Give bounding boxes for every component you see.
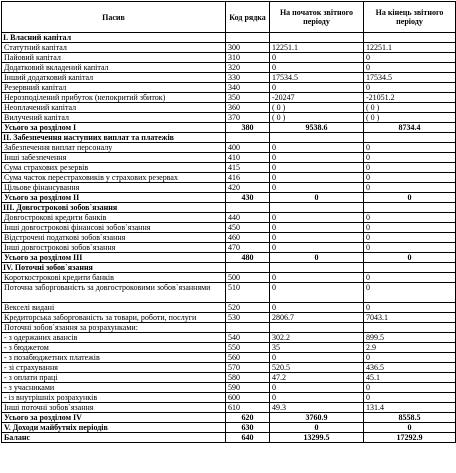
row-code-cell	[226, 133, 270, 143]
table-row	[2, 43, 456, 53]
row-end-value-cell: 131.4	[364, 403, 456, 413]
total-row	[2, 433, 456, 443]
row-name-cell: I. Власний капітал	[2, 33, 226, 43]
row-end-value-cell: 2.9	[364, 343, 456, 353]
row-name-cell: Неоплачений капітал	[2, 103, 226, 113]
table-row	[2, 103, 456, 113]
table-row	[2, 113, 456, 123]
row-end-value-cell	[364, 203, 456, 213]
row-end-value-cell: 0	[364, 193, 456, 203]
table-body	[2, 2, 456, 443]
row-name-cell: Відстрочені податкові зобов`язання	[2, 233, 226, 243]
row-start-value-cell: 0	[270, 383, 364, 393]
row-name-cell: Резервний капітал	[2, 83, 226, 93]
row-end-value-cell: ( 0 )	[364, 103, 456, 113]
table-row	[2, 323, 456, 333]
row-name-cell: - з одержаних авансів	[2, 333, 226, 343]
row-code-cell: 450	[226, 223, 270, 233]
row-end-value-cell: 45.1	[364, 373, 456, 383]
row-end-value-cell: 7043.1	[364, 313, 456, 323]
row-start-value-cell: ( 0 )	[270, 103, 364, 113]
row-code-cell: 540	[226, 333, 270, 343]
column-header-period-end: На кінець звітного періоду	[364, 2, 456, 33]
table-row	[2, 73, 456, 83]
column-header-code: Код рядка	[226, 2, 270, 33]
table-row	[2, 333, 456, 343]
row-start-value-cell: 0	[270, 153, 364, 163]
row-code-cell: 410	[226, 153, 270, 163]
row-code-cell: 470	[226, 243, 270, 253]
row-end-value-cell: 0	[364, 283, 456, 303]
row-name-cell: Інші довгострокові фінансові зобов`язання	[2, 223, 226, 233]
table-row	[2, 353, 456, 363]
row-start-value-cell: 0	[270, 423, 364, 433]
row-end-value-cell: 0	[364, 353, 456, 363]
row-start-value-cell: 0	[270, 83, 364, 93]
row-start-value-cell	[270, 33, 364, 43]
row-start-value-cell: 0	[270, 243, 364, 253]
row-name-cell: Сума страхових резервів	[2, 163, 226, 173]
row-start-value-cell: 0	[270, 173, 364, 183]
row-end-value-cell: 17292.9	[364, 433, 456, 443]
row-code-cell: 570	[226, 363, 270, 373]
table-row	[2, 53, 456, 63]
row-end-value-cell: ( 0 )	[364, 113, 456, 123]
row-name-cell: Короткострокові кредити банків	[2, 273, 226, 283]
row-end-value-cell: 0	[364, 233, 456, 243]
row-code-cell: 330	[226, 73, 270, 83]
table-row	[2, 313, 456, 323]
row-code-cell: 620	[226, 413, 270, 423]
row-code-cell: 400	[226, 143, 270, 153]
row-end-value-cell: 0	[364, 163, 456, 173]
row-end-value-cell: 8734.4	[364, 123, 456, 133]
row-end-value-cell: 0	[364, 273, 456, 283]
row-name-cell: - з бюджетом	[2, 343, 226, 353]
row-code-cell: 415	[226, 163, 270, 173]
row-end-value-cell: -21051.2	[364, 93, 456, 103]
row-name-cell: Інший додатковий капітал	[2, 73, 226, 83]
row-code-cell: 350	[226, 93, 270, 103]
row-name-cell: Додатковий вкладений капітал	[2, 63, 226, 73]
table-row	[2, 283, 456, 303]
row-code-cell	[226, 263, 270, 273]
row-end-value-cell: 0	[364, 383, 456, 393]
row-start-value-cell: 0	[270, 213, 364, 223]
total-row	[2, 413, 456, 423]
row-code-cell: 520	[226, 303, 270, 313]
row-name-cell: Усього за розділом IV	[2, 413, 226, 423]
row-code-cell: 630	[226, 423, 270, 433]
table-row	[2, 63, 456, 73]
row-end-value-cell: 8558.5	[364, 413, 456, 423]
row-code-cell: 340	[226, 83, 270, 93]
row-code-cell: 550	[226, 343, 270, 353]
row-end-value-cell: 0	[364, 143, 456, 153]
row-name-cell: Усього за розділом II	[2, 193, 226, 203]
table-row	[2, 183, 456, 193]
row-start-value-cell: 0	[270, 63, 364, 73]
row-name-cell: Кредиторська заборгованість за товари, роботи, послуги	[2, 313, 226, 323]
row-start-value-cell: 0	[270, 193, 364, 203]
row-start-value-cell	[270, 263, 364, 273]
row-code-cell: 416	[226, 173, 270, 183]
column-header-name: Пасив	[2, 2, 226, 33]
table-row	[2, 363, 456, 373]
row-start-value-cell: 0	[270, 253, 364, 263]
table-row	[2, 403, 456, 413]
row-start-value-cell: 49.3	[270, 403, 364, 413]
row-start-value-cell: 12251.1	[270, 43, 364, 53]
row-name-cell: - з учасниками	[2, 383, 226, 393]
row-end-value-cell: 0	[364, 213, 456, 223]
row-start-value-cell	[270, 133, 364, 143]
row-end-value-cell: 0	[364, 63, 456, 73]
row-name-cell: Цільове фінансування	[2, 183, 226, 193]
row-name-cell: IV. Поточні зобов`язання	[2, 263, 226, 273]
row-start-value-cell: 9538.6	[270, 123, 364, 133]
section-row	[2, 203, 456, 213]
row-start-value-cell: ( 0 )	[270, 113, 364, 123]
row-code-cell: 380	[226, 123, 270, 133]
table-row	[2, 233, 456, 243]
row-code-cell: 610	[226, 403, 270, 413]
row-start-value-cell	[270, 323, 364, 333]
row-end-value-cell: 0	[364, 183, 456, 193]
row-name-cell: Усього за розділом III	[2, 253, 226, 263]
row-start-value-cell: 0	[270, 223, 364, 233]
row-end-value-cell: 899.5	[364, 333, 456, 343]
row-code-cell: 560	[226, 353, 270, 363]
table-row	[2, 343, 456, 353]
row-start-value-cell: 0	[270, 393, 364, 403]
row-end-value-cell: 0	[364, 243, 456, 253]
table-row	[2, 153, 456, 163]
row-name-cell: Нерозподілений прибуток (непокритий збиток)	[2, 93, 226, 103]
row-start-value-cell: 0	[270, 183, 364, 193]
table-row	[2, 373, 456, 383]
row-end-value-cell: 0	[364, 393, 456, 403]
row-code-cell: 320	[226, 63, 270, 73]
row-end-value-cell: 0	[364, 303, 456, 313]
row-start-value-cell: 0	[270, 233, 364, 243]
row-end-value-cell	[364, 33, 456, 43]
row-name-cell: - із внутрішніх розрахунків	[2, 393, 226, 403]
row-code-cell: 430	[226, 193, 270, 203]
row-end-value-cell: 0	[364, 223, 456, 233]
total-row	[2, 423, 456, 433]
row-end-value-cell: 0	[364, 173, 456, 183]
row-start-value-cell: 0	[270, 143, 364, 153]
row-end-value-cell: 17534.5	[364, 73, 456, 83]
row-start-value-cell: 2806.7	[270, 313, 364, 323]
row-start-value-cell: 3760.9	[270, 413, 364, 423]
table-row	[2, 243, 456, 253]
balance-liabilities-sheet	[1, 1, 455, 471]
header-row	[2, 2, 456, 33]
row-end-value-cell: 0	[364, 153, 456, 163]
row-start-value-cell: 35	[270, 343, 364, 353]
row-code-cell	[226, 33, 270, 43]
section-row	[2, 263, 456, 273]
total-row	[2, 193, 456, 203]
row-start-value-cell: -20247	[270, 93, 364, 103]
row-name-cell: Статутний капітал	[2, 43, 226, 53]
row-end-value-cell	[364, 323, 456, 333]
table-row	[2, 93, 456, 103]
row-name-cell: III. Довгострокові зобов`язання	[2, 203, 226, 213]
table-row	[2, 213, 456, 223]
row-end-value-cell: 436.5	[364, 363, 456, 373]
row-start-value-cell: 0	[270, 353, 364, 363]
row-name-cell: Поточна заборгованість за довгостроковими зобов`язаннями	[2, 283, 226, 303]
row-name-cell: Довгострокові кредити банків	[2, 213, 226, 223]
section-row	[2, 33, 456, 43]
row-end-value-cell	[364, 133, 456, 143]
table-row	[2, 173, 456, 183]
row-code-cell	[226, 323, 270, 333]
row-code-cell: 440	[226, 213, 270, 223]
row-start-value-cell: 0	[270, 163, 364, 173]
row-name-cell: Забезпечення виплат персоналу	[2, 143, 226, 153]
row-start-value-cell: 0	[270, 283, 364, 303]
table-row	[2, 383, 456, 393]
row-code-cell: 500	[226, 273, 270, 283]
row-name-cell: Сума часток перестраховиків у страхових резервах	[2, 173, 226, 183]
row-start-value-cell: 0	[270, 53, 364, 63]
row-code-cell: 600	[226, 393, 270, 403]
row-code-cell: 300	[226, 43, 270, 53]
row-code-cell: 460	[226, 233, 270, 243]
row-name-cell: Пайовий капітал	[2, 53, 226, 63]
table-row	[2, 83, 456, 93]
row-code-cell	[226, 203, 270, 213]
row-end-value-cell: 0	[364, 53, 456, 63]
liabilities-table	[1, 1, 456, 443]
total-row	[2, 253, 456, 263]
column-header-period-start: На початок звітного періоду	[270, 2, 364, 33]
row-code-cell: 510	[226, 283, 270, 303]
row-start-value-cell: 0	[270, 303, 364, 313]
row-name-cell: - зі страхування	[2, 363, 226, 373]
row-end-value-cell	[364, 263, 456, 273]
row-end-value-cell: 0	[364, 83, 456, 93]
row-code-cell: 420	[226, 183, 270, 193]
row-name-cell: II. Забезпечення наступних виплат та платежів	[2, 133, 226, 143]
section-row	[2, 133, 456, 143]
row-start-value-cell: 13299.5	[270, 433, 364, 443]
row-code-cell: 530	[226, 313, 270, 323]
total-row	[2, 123, 456, 133]
row-end-value-cell: 12251.1	[364, 43, 456, 53]
row-name-cell: Поточні зобов`язання за розрахунками:	[2, 323, 226, 333]
row-start-value-cell: 47.2	[270, 373, 364, 383]
table-row	[2, 303, 456, 313]
row-code-cell: 310	[226, 53, 270, 63]
row-code-cell: 640	[226, 433, 270, 443]
table-row	[2, 273, 456, 283]
row-start-value-cell: 17534.5	[270, 73, 364, 83]
table-row	[2, 393, 456, 403]
row-start-value-cell: 302.2	[270, 333, 364, 343]
table-row	[2, 163, 456, 173]
row-name-cell: Векселі видані	[2, 303, 226, 313]
row-code-cell: 580	[226, 373, 270, 383]
row-name-cell: - з позабюджетних платежів	[2, 353, 226, 363]
row-code-cell: 590	[226, 383, 270, 393]
row-end-value-cell: 0	[364, 423, 456, 433]
row-code-cell: 360	[226, 103, 270, 113]
row-start-value-cell	[270, 203, 364, 213]
row-name-cell: Інші поточні зобов`язання	[2, 403, 226, 413]
row-name-cell: Баланс	[2, 433, 226, 443]
row-name-cell: Усього за розділом I	[2, 123, 226, 133]
row-start-value-cell: 520.5	[270, 363, 364, 373]
row-name-cell: Інші довгострокові зобов`язання	[2, 243, 226, 253]
row-end-value-cell: 0	[364, 253, 456, 263]
row-start-value-cell: 0	[270, 273, 364, 283]
row-name-cell: Інші забезпечення	[2, 153, 226, 163]
row-code-cell: 370	[226, 113, 270, 123]
row-code-cell: 480	[226, 253, 270, 263]
table-row	[2, 143, 456, 153]
row-name-cell: V. Доходи майбутніх періодів	[2, 423, 226, 433]
row-name-cell: Вилучений капітал	[2, 113, 226, 123]
row-name-cell: - з оплати праці	[2, 373, 226, 383]
table-row	[2, 223, 456, 233]
